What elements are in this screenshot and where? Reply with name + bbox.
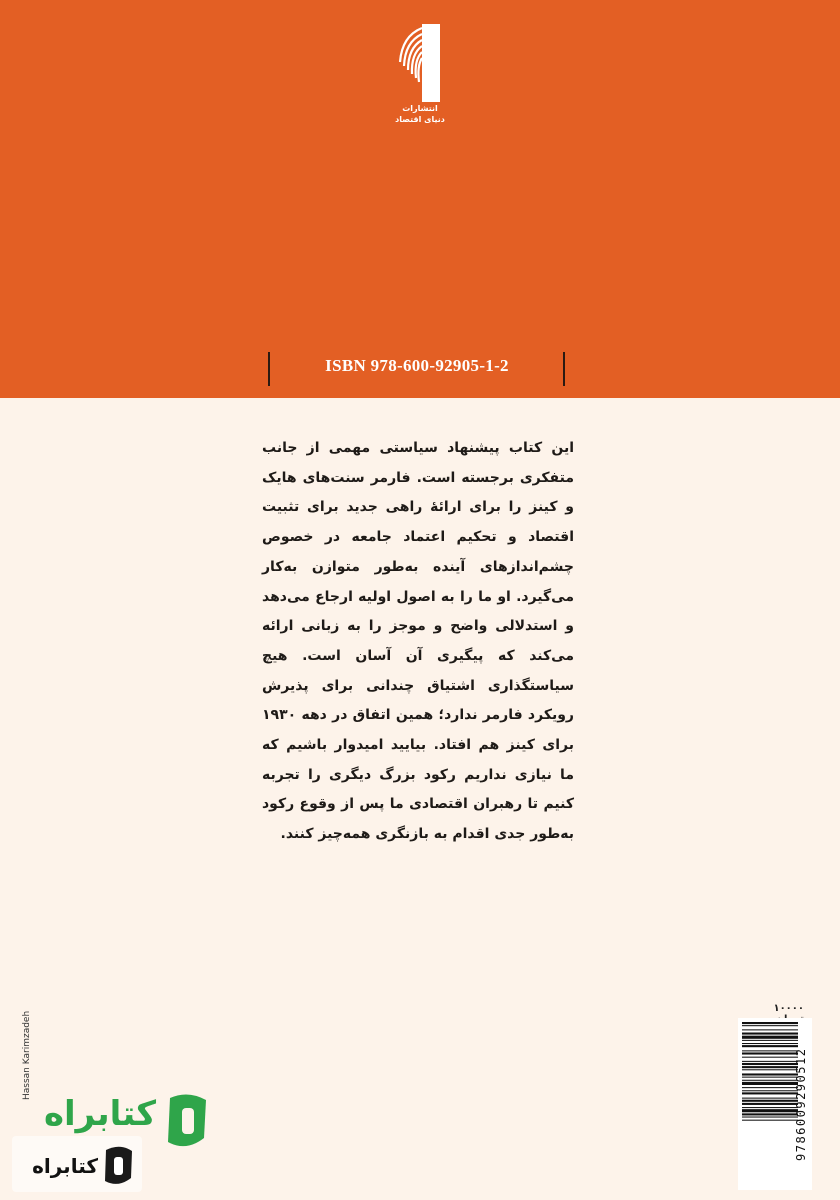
barcode-bar	[742, 1090, 798, 1091]
price-label: ۱۰۰۰۰	[773, 1003, 804, 1014]
isbn-divider-right	[563, 352, 565, 386]
barcode-bar	[742, 1022, 798, 1024]
orange-cover-band	[0, 0, 840, 398]
barcode-bar	[742, 1109, 798, 1112]
barcode-number: 9786009290512	[794, 1047, 808, 1161]
barcode-bar	[742, 1066, 798, 1068]
ketabrah-logo-icon	[158, 1088, 214, 1152]
barcode-bar	[742, 1087, 798, 1088]
barcode-bar	[742, 1052, 798, 1054]
barcode-bar	[742, 1050, 798, 1051]
isbn-number: ISBN 978-600-92905-1-2	[325, 356, 509, 375]
barcode-bar	[742, 1092, 798, 1094]
barcode-bar	[742, 1040, 798, 1041]
publisher-name-line2: دنیای اقتصاد	[395, 115, 445, 124]
barcode-bar	[742, 1120, 798, 1121]
barcode-bar	[742, 1025, 798, 1026]
ketabrah-logo-icon-small	[98, 1142, 138, 1188]
barcode-bar	[742, 1063, 798, 1065]
barcode-bar	[742, 1057, 798, 1058]
barcode-bar	[742, 1029, 798, 1030]
barcode-bar	[742, 1080, 798, 1081]
watermark-large-text: کتابراه	[43, 1094, 156, 1134]
cover-designer-credit: Hassan Karimzadeh	[22, 1010, 32, 1100]
barcode-bars	[742, 1020, 798, 1188]
barcode-bar	[742, 1100, 798, 1102]
barcode-bar	[742, 1061, 798, 1062]
barcode-bar	[742, 1069, 798, 1070]
barcode-bar	[742, 1103, 798, 1105]
barcode-bar	[742, 1033, 798, 1035]
barcode-bar	[742, 1082, 798, 1085]
barcode-bar	[742, 1098, 798, 1099]
publisher-name-line1: انتشارات	[402, 104, 438, 113]
barcode-bar	[742, 1107, 798, 1108]
ketabrah-watermark-small	[12, 1136, 142, 1192]
back-cover-blurb: این کتاب پیشنهاد سیاستی مهمی از جانب متفکری برجسته است. فارمر سنت‌های هایک و کینز را برای ارائهٔ راهی جدید برای تثبیت اقتصاد و تحکیم اعتماد جامعه در خصوص چشم‌اندازهای آینده به‌طور متوازن به‌کار می‌گیرد. او ما را به اصول اولیه ارجاع می‌دهد و استدلالی واضح و موجز را به زبانی ارائه می‌کند که پیگیری آن آسان است. هیچ سیاستگذاری اشتیاق چندانی برای پذیرش رویکرد فارمر ندارد؛ همین اتفاق در دهه ۱۹۳۰ برای کینز هم افتاد. بیایید امیدوار باشیم که ما نیازی نداریم رکود بزرگ دیگری را تجربه کنیم تا رهبران اقتصادی ما پس از وقوع رکود به‌طور جدی اقدام به بازنگری همه‌چیز کنند.	[262, 440, 574, 843]
barcode-bar	[742, 1113, 798, 1115]
barcode-bar	[742, 1045, 798, 1047]
open-book-pages-logo-icon	[392, 18, 448, 102]
publisher-logo	[392, 18, 448, 130]
barcode-bar	[742, 1073, 798, 1075]
barcode-bar	[742, 1077, 798, 1078]
barcode-bar	[742, 1117, 798, 1118]
isbn-divider-left	[268, 352, 270, 386]
barcode-bar	[742, 1043, 798, 1044]
barcode-bar	[742, 1036, 798, 1039]
watermark-small-text: کتابراه	[32, 1154, 98, 1178]
isbn-barcode	[738, 1018, 812, 1190]
